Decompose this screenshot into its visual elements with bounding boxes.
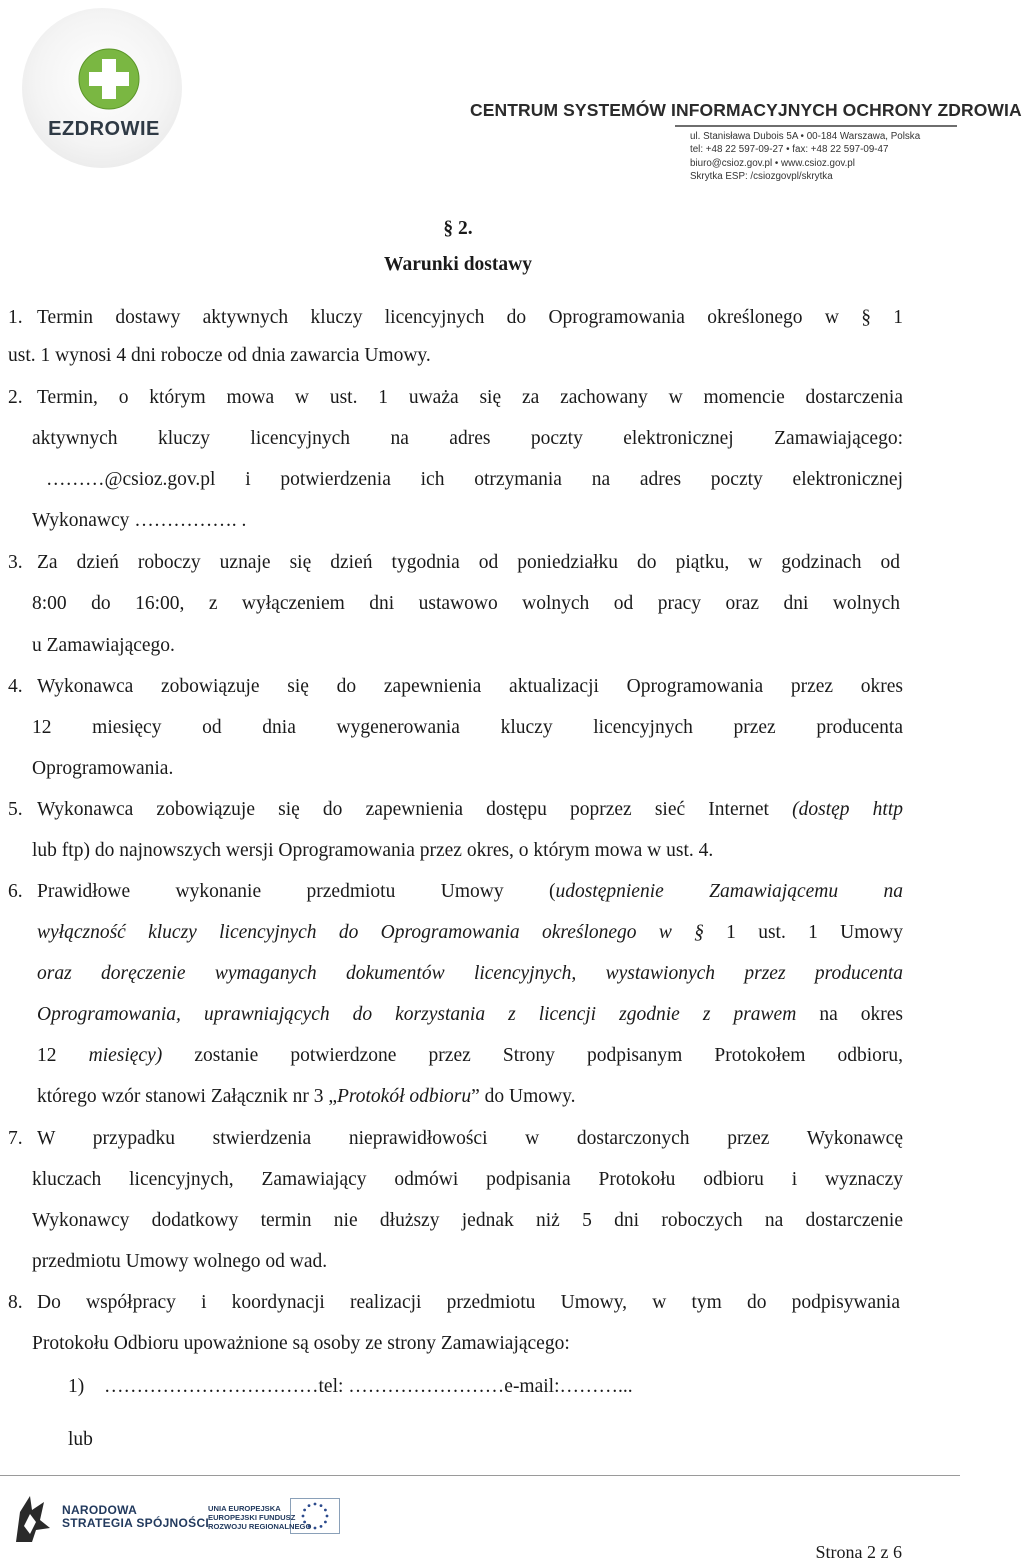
nss-logo-text <box>62 1504 209 1530</box>
paragraph-5-line-1-text: Wykonawca zobowiązuje się do zapewnienia dostępu poprzez sieć Internet <box>37 799 769 820</box>
paragraph-6-line-6-italic: Protokół odbioru <box>336 1086 472 1107</box>
paragraph-6-line-5 <box>37 1044 903 1068</box>
paragraph-5-line-2-lead: lub ftp) <box>32 840 90 861</box>
section-title: Warunki dostawy <box>384 254 532 275</box>
health-cross-icon <box>78 48 140 110</box>
eu-line-2: EUROPEJSKI FUNDUSZ <box>208 1513 296 1522</box>
paragraph-2-line-3: ………@csioz.gov.pl i potwierdzenia ich otrzymania na adres poczty elektronicznej <box>46 469 903 490</box>
page-number: Strona 2 z 6 <box>815 1542 902 1562</box>
paragraph-8-number: 8. <box>8 1292 23 1313</box>
contact-item-1-number: 1) <box>68 1376 85 1397</box>
contact-address: ul. Stanisława Dubois 5A • 00-184 Warszawa, Polska <box>690 131 921 142</box>
paragraph-6-line-6 <box>37 1085 576 1109</box>
paragraph-1-line-2: ust. 1 wynosi 4 dni robocze od dnia zawarcia Umowy. <box>8 345 431 366</box>
paragraph-5-number: 5. <box>8 799 23 820</box>
paragraph-5-line-2-text: do najnowszych wersji Oprogramowania przez okres, o którym mowa w ust. 4. <box>94 840 714 861</box>
contact-item-1-text: ……………………………tel: ……………………e-mail:………... <box>104 1376 633 1397</box>
paragraph-6-line-4-text: na okres <box>819 1004 903 1025</box>
paragraph-6-line-1 <box>37 880 903 904</box>
paragraph-2-line-4: Wykonawcy ……………. . <box>32 510 247 531</box>
paragraph-6-line-3-italic: oraz doręczenie wymaganych dokumentów licencyjnych, wystawionych przez producenta <box>37 963 903 984</box>
footer-divider <box>0 1475 960 1476</box>
nss-emblem-icon <box>10 1492 54 1544</box>
paragraph-2-number: 2. <box>8 387 23 408</box>
paragraph-6-line-6-end: ” do Umowy. <box>471 1086 576 1107</box>
paragraph-7-line-3: Wykonawcy dodatkowy termin nie dłuższy jednak niż 5 dni roboczych na dostarczenie <box>32 1210 903 1231</box>
paragraph-4-line-2: 12 miesięcy od dnia wygenerowania kluczy licencyjnych przez producenta <box>32 717 903 738</box>
paragraph-6-line-6-text: którego wzór stanowi Załącznik nr 3 „ <box>37 1086 337 1107</box>
paragraph-6-line-4 <box>37 1003 903 1027</box>
paragraph-6-line-5-italic: miesięcy) <box>88 1045 163 1066</box>
eu-fund-text <box>208 1504 311 1531</box>
paragraph-3-number: 3. <box>8 552 23 573</box>
paragraph-3-line-1: Za dzień roboczy uznaje się dzień tygodnia od poniedziałku do piątku, w godzinach od <box>37 552 900 573</box>
paragraph-1-number: 1. <box>8 307 23 328</box>
paragraph-5-line-1 <box>37 798 903 822</box>
paragraph-6-line-5-number: 12 <box>37 1045 57 1066</box>
paragraph-2-line-2: aktywnych kluczy licencyjnych na adres poczty elektronicznej Zamawiającego: <box>32 428 903 449</box>
nss-line-1: NARODOWA <box>62 1503 138 1517</box>
paragraph-4-number: 4. <box>8 676 23 697</box>
contact-esp: Skrytka ESP: /csiozgovpl/skrytka <box>690 171 833 183</box>
paragraph-6-line-2-italic: wyłączność kluczy licencyjnych do Oprogramowania określonego w § <box>37 922 704 943</box>
paragraph-8-line-2: Protokołu Odbioru upoważnione są osoby ze strony Zamawiającego: <box>32 1333 570 1354</box>
ezdrowie-logo <box>22 8 192 178</box>
paragraph-7-line-1: W przypadku stwierdzenia nieprawidłowości w dostarczonych przez Wykonawcę <box>37 1128 903 1149</box>
paragraph-3-line-3: u Zamawiającego. <box>32 635 175 656</box>
paragraph-6-number: 6. <box>8 881 23 902</box>
paragraph-6-line-4-italic: Oprogramowania, uprawniających do korzystania z licencji zgodnie z prawem <box>37 1004 797 1025</box>
section-number: § 2. <box>443 218 473 239</box>
paragraph-6-line-1-text: Prawidłowe wykonanie przedmiotu Umowy ( <box>37 881 556 902</box>
eu-line-1: UNIA EUROPEJSKA <box>208 1504 281 1513</box>
paragraph-5-line-1-italic: (dostęp http <box>792 799 903 820</box>
paragraph-6-line-5-text: zostanie potwierdzone przez Strony podpisanym Protokołem odbioru, <box>194 1045 904 1066</box>
contact-phone: tel: +48 22 597-09-27 • fax: +48 22 597-09-47 <box>690 144 889 156</box>
paragraph-3-line-2: 8:00 do 16:00, z wyłączeniem dni ustawowo wolnych od pracy oraz dni wolnych <box>32 593 900 614</box>
paragraph-4-line-1: Wykonawca zobowiązuje się do zapewnienia aktualizacji Oprogramowania przez okres <box>37 676 903 697</box>
header-divider <box>675 125 957 127</box>
paragraph-7-line-4: przedmiotu Umowy wolnego od wad. <box>32 1251 328 1272</box>
contact-web: biuro@csioz.gov.pl • www.csioz.gov.pl <box>690 157 855 169</box>
eu-line-3: ROZWOJU REGIONALNEGO <box>208 1522 312 1531</box>
paragraph-6-line-1-italic: udostępnienie Zamawiającemu na <box>555 881 903 902</box>
logo-text: EZDROWIE <box>48 118 160 140</box>
paragraph-4-line-3: Oprogramowania. <box>32 758 174 779</box>
paragraph-6-line-3 <box>37 962 903 986</box>
paragraph-7-number: 7. <box>8 1128 23 1149</box>
paragraph-1-line-1: Termin dostawy aktywnych kluczy licencyjnych do Oprogramowania określonego w § 1 <box>37 307 903 328</box>
paragraph-8-line-1: Do współpracy i koordynacji realizacji przedmiotu Umowy, w tym do podpisywania <box>37 1292 900 1313</box>
paragraph-6-line-2-text: 1 ust. 1 Umowy <box>726 922 904 943</box>
organization-title: CENTRUM SYSTEMÓW INFORMACYJNYCH OCHRONY ZDROWIA <box>470 100 1022 120</box>
paragraph-5-line-2 <box>32 839 713 863</box>
paragraph-7-line-2: kluczach licencyjnych, Zamawiający odmówi podpisania Protokołu odbioru i wyznaczy <box>32 1169 903 1190</box>
paragraph-2-line-1: Termin, o którym mowa w ust. 1 uważa się za zachowany w momencie dostarczenia <box>37 387 903 408</box>
paragraph-6-line-2 <box>37 921 903 945</box>
contact-block <box>690 130 958 184</box>
or-word: lub <box>68 1429 93 1450</box>
nss-line-2: STRATEGIA SPÓJNOŚCI <box>62 1516 210 1530</box>
